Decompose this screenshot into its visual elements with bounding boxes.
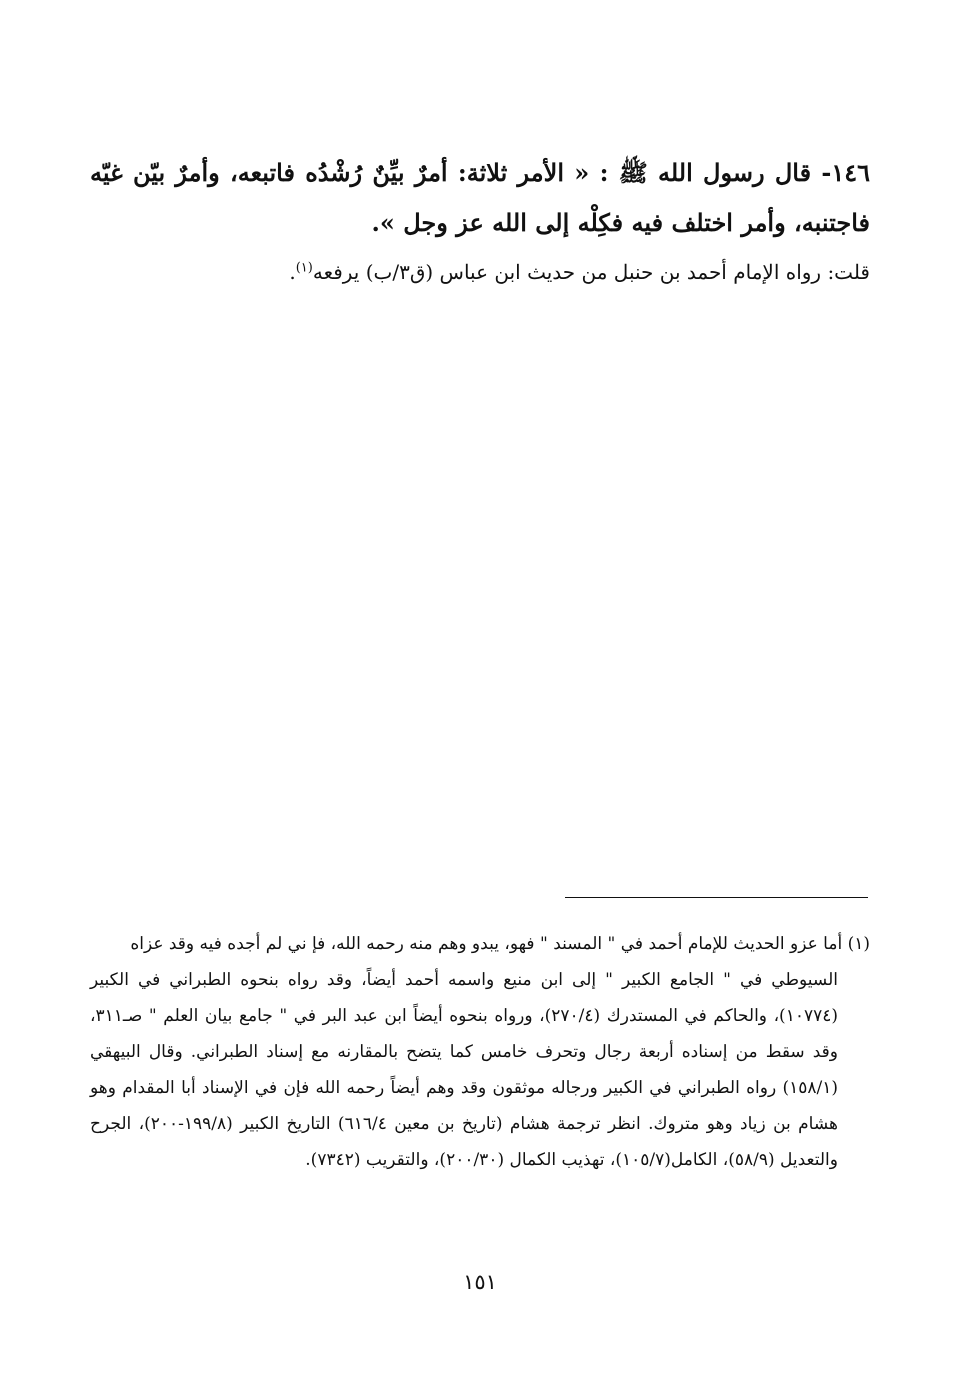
hadith-text: قال رسول الله ﷺ : « الأمر ثلاثة: أمرٌ بيِّنٌ رُشْدُه فاتبعه، وأمرٌ بيّن غيّه فاجتنبه، وأمر اختلف فيه فكِلْه إلى الله عز وجل ». bbox=[90, 158, 870, 237]
page-number: ١٥١ bbox=[463, 1270, 497, 1294]
footnotes bbox=[90, 926, 870, 1178]
hadith-paragraph bbox=[90, 148, 870, 248]
comment-paragraph bbox=[90, 252, 870, 292]
hadith-number: ١٤٦- bbox=[821, 158, 870, 187]
comment-end: . bbox=[289, 260, 296, 284]
footnote-text-start: أما عزو الحديث للإمام أحمد في " المسند " فهو، يبدو وهم منه رحمه الله، فإ ني لم أجده فيه وقد عزاه bbox=[130, 934, 843, 954]
footnote-first-line bbox=[90, 926, 870, 962]
footnote-reference[interactable]: (١) bbox=[295, 260, 313, 276]
footnote-marker: (١) bbox=[847, 934, 870, 954]
footnote-divider bbox=[565, 897, 868, 898]
comment-text: قلت: رواه الإمام أحمد بن حنبل من حديث ابن عباس (ق٣/ب) يرفعه bbox=[312, 260, 870, 284]
footnote-continuation: السيوطي في " الجامع الكبير " إلى ابن منيع واسمه أحمد أيضاً، وقد رواه بنحوه الطبراني في الكبير (١٠٧٧٤)، والحاكم في المستدرك (٢٧٠/٤)، ورواه بنحوه أيضاً ابن عبد البر في " جامع بيان العلم " صـ٣١١، وقد سقط من إسناده أربعة رجال وتحرف خامس كما يتضح بالمقارنه مع إسناد الطبراني. وقال البيهقي (١٥٨/١) رواه الطبراني في الكبير ورجاله موثقون وقد وهم أيضاً رحمه الله فإن في الإسناد أبا المقدام وهو هشام بن زياد وهو متروك. انظر ترجمة هشام (تاريخ بن معين ٦١٦/٤) التاريخ الكبير (١٩٩/٨-٢٠٠)، الجرح والتعديل (٥٨/٩)، الكامل(١٠٥/٧)، تهذيب الكمال (٢٠٠/٣٠)، والتقريب (٧٣٤٢). bbox=[90, 970, 838, 1170]
main-text bbox=[90, 148, 870, 292]
